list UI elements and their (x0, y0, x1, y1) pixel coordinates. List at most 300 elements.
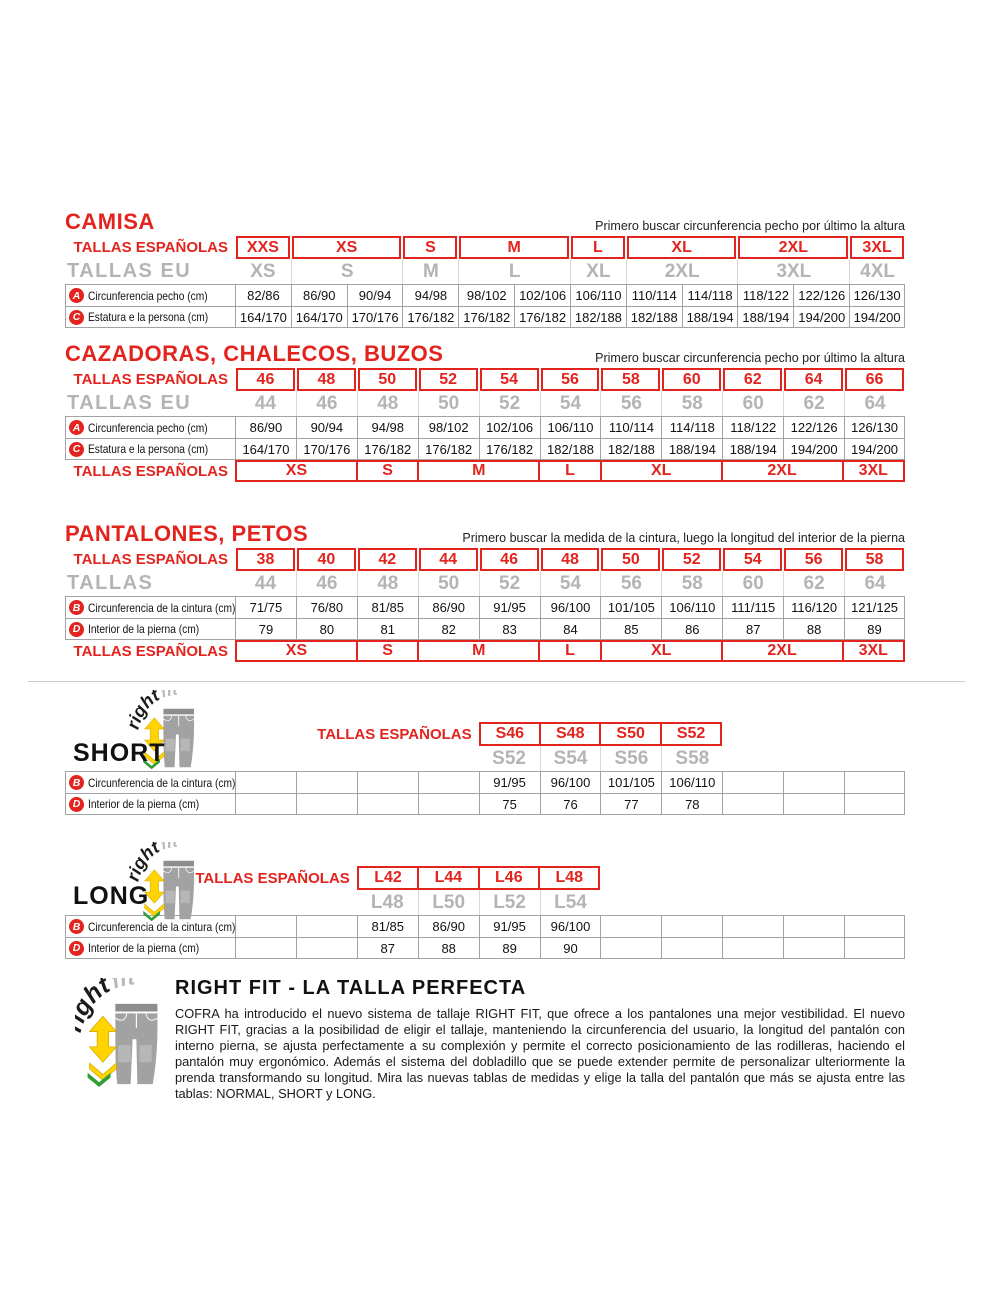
fit-size-value: S48 (541, 724, 601, 744)
es-size-value: XL (602, 642, 723, 660)
value-cell: 89 (844, 618, 905, 640)
value-cell: 176/182 (357, 438, 418, 460)
row-icon-d: D (69, 622, 84, 637)
value-cell: 182/188 (540, 438, 601, 460)
row-label-text: Circunferencia de la cintura (cm) (88, 919, 235, 934)
value-cell: 118/122 (737, 284, 793, 306)
eu-size-cell: 54 (540, 571, 601, 596)
es-size-value: 48 (541, 548, 600, 571)
es-size-cell (357, 368, 418, 391)
value-cell: 116/120 (783, 596, 844, 618)
value-cell: 114/118 (661, 416, 722, 438)
es-size-value: 58 (845, 548, 904, 571)
row-label-text: Interior de la pierna (cm) (88, 622, 200, 636)
value-cell (722, 937, 783, 959)
value-cell: 106/110 (570, 284, 626, 306)
value-cell (783, 937, 844, 959)
eu-size-cell: 48 (357, 571, 418, 596)
es-sizes-label: TALLAS ESPAÑOLAS (73, 462, 228, 480)
row-label-text: Estatura e la persona (cm) (88, 310, 209, 324)
section-cazadoras (65, 343, 905, 482)
value-cell: 91/95 (479, 915, 540, 937)
value-cell: 170/176 (347, 306, 403, 328)
es-size-value: XS (237, 462, 358, 480)
row-label (65, 438, 235, 460)
section-pantalones (65, 523, 905, 662)
value-cell (844, 793, 905, 815)
fit-eu-size: L52 (479, 890, 540, 915)
value-cell: 84 (540, 618, 601, 640)
row-icon-b: B (69, 919, 84, 934)
es-size-value: XL (627, 236, 737, 259)
value-cell: 89 (479, 937, 540, 959)
es-size-value: 46 (236, 368, 295, 391)
value-cell (235, 915, 296, 937)
es-size-cell (291, 236, 403, 259)
row-icon-d: D (69, 797, 84, 812)
es-size-cell (418, 368, 479, 391)
value-cell: 79 (235, 618, 296, 640)
value-cell: 182/188 (626, 306, 682, 328)
row-label-text: Circunferencia de la cintura (cm) (88, 600, 235, 615)
fit-size-value: L48 (555, 869, 584, 886)
es-size-value: 42 (358, 548, 417, 571)
value-cell: 96/100 (540, 596, 601, 618)
rightfit-logo-icon (75, 978, 171, 1088)
value-cell (722, 771, 783, 793)
es-sizes-label: TALLAS ESPAÑOLAS (195, 869, 350, 887)
value-cell: 88 (418, 937, 479, 959)
section-header (65, 523, 905, 547)
es-size-cell (235, 368, 296, 391)
eu-size-cell: 64 (844, 571, 905, 596)
value-cell: 87 (722, 618, 783, 640)
camisa-note: Primero buscar circunferencia pecho por último la altura (595, 219, 905, 233)
es-size-cell (458, 236, 570, 259)
value-cell (844, 915, 905, 937)
eu-size-cell: 46 (296, 571, 357, 596)
value-cell: 188/194 (737, 306, 793, 328)
value-cell: 90 (540, 937, 601, 959)
value-cell: 85 (600, 618, 661, 640)
eu-sizes-label: TALLAS (67, 572, 154, 594)
value-cell (844, 771, 905, 793)
section-header (65, 343, 905, 367)
value-cell: 114/118 (682, 284, 738, 306)
value-cell: 176/182 (458, 306, 514, 328)
value-cell: 122/126 (793, 284, 849, 306)
es-size-cell (570, 236, 626, 259)
value-cell: 122/126 (783, 416, 844, 438)
es-size-cell (600, 368, 661, 391)
es-size-value: 60 (662, 368, 721, 391)
value-cell (722, 793, 783, 815)
section-divider (28, 681, 965, 682)
eu-size-cell: 64 (844, 391, 905, 416)
eu-size-cell: 46 (296, 391, 357, 416)
value-cell: 96/100 (540, 915, 601, 937)
es-size-cell (844, 368, 905, 391)
value-cell (235, 937, 296, 959)
value-cell: 164/170 (235, 306, 291, 328)
row-label (65, 937, 235, 959)
value-cell: 106/110 (540, 416, 601, 438)
es-size-value: 46 (480, 548, 539, 571)
value-cell (418, 771, 479, 793)
value-cell (600, 937, 661, 959)
value-cell: 176/182 (514, 306, 570, 328)
es-size-value: 3XL (858, 642, 888, 659)
es-size-value: XL (602, 462, 723, 480)
value-cell: 118/122 (722, 416, 783, 438)
row-label-text: Estatura e la persona (cm) (88, 442, 209, 456)
value-cell: 77 (600, 793, 661, 815)
es-size-value: XS (292, 236, 402, 259)
value-cell: 176/182 (402, 306, 458, 328)
es-size-cell (849, 236, 905, 259)
es-size-value: 56 (784, 548, 843, 571)
value-cell (783, 915, 844, 937)
value-cell: 102/106 (514, 284, 570, 306)
value-cell: 188/194 (661, 438, 722, 460)
value-cell: 182/188 (570, 306, 626, 328)
value-cell: 75 (479, 793, 540, 815)
value-cell: 87 (357, 937, 418, 959)
value-cell: 164/170 (235, 438, 296, 460)
fit-eu-size: L48 (370, 891, 404, 913)
es-size-cell (540, 368, 601, 391)
fit-size-value: S50 (601, 724, 661, 744)
value-cell: 91/95 (479, 771, 540, 793)
eu-size-cell: 60 (722, 571, 783, 596)
fit-eu-size: S58 (661, 746, 722, 771)
row-label (65, 306, 235, 328)
eu-size-cell: 56 (600, 391, 661, 416)
es-size-cell (479, 548, 540, 571)
value-cell (844, 937, 905, 959)
value-cell (357, 793, 418, 815)
value-cell: 176/182 (418, 438, 479, 460)
es-size-value: 62 (723, 368, 782, 391)
es-bottom-strip (235, 640, 905, 662)
es-size-value: 66 (845, 368, 904, 391)
es-size-cell (783, 368, 844, 391)
value-cell (783, 793, 844, 815)
fit-eu-size: S52 (492, 747, 526, 769)
es-size-cell (540, 548, 601, 571)
value-cell: 164/170 (291, 306, 347, 328)
value-cell: 86/90 (418, 596, 479, 618)
pantalones-title: PANTALONES, PETOS (65, 521, 309, 546)
es-size-value: L (540, 462, 601, 480)
es-size-value: L (540, 642, 601, 660)
section-rightfit (75, 974, 905, 1102)
eu-sizes-label: TALLAS EU (67, 260, 192, 282)
es-size-cell (661, 368, 722, 391)
section-header (65, 211, 905, 235)
value-cell: 88 (783, 618, 844, 640)
value-cell: 98/102 (458, 284, 514, 306)
es-size-value: L (571, 236, 625, 259)
eu-size-cell: 2XL (626, 259, 738, 284)
value-cell: 98/102 (418, 416, 479, 438)
eu-size-cell: 50 (418, 571, 479, 596)
cazadoras-title: CAZADORAS, CHALECOS, BUZOS (65, 341, 444, 366)
fit-eu-size: L54 (540, 890, 601, 915)
value-cell: 76 (540, 793, 601, 815)
fit-sizes-strip (479, 722, 723, 746)
fit-size-value: L42 (359, 868, 419, 888)
eu-size-cell: 48 (357, 391, 418, 416)
es-size-value: 2XL (723, 462, 844, 480)
es-size-value: S (358, 642, 419, 660)
es-size-value: 50 (358, 368, 417, 391)
value-cell: 78 (661, 793, 722, 815)
rightfit-text-block (175, 974, 905, 1102)
value-cell: 81/85 (357, 596, 418, 618)
eu-size-cell: M (402, 259, 458, 284)
es-bottom-strip (235, 460, 905, 482)
value-cell: 90/94 (296, 416, 357, 438)
camisa-size-table (65, 236, 905, 328)
value-cell: 194/200 (793, 306, 849, 328)
row-icon-c: C (69, 310, 84, 325)
value-cell: 170/176 (296, 438, 357, 460)
eu-size-cell: XS (250, 260, 276, 282)
value-cell: 94/98 (402, 284, 458, 306)
value-cell (296, 937, 357, 959)
value-cell: 121/125 (844, 596, 905, 618)
es-size-value: M (419, 642, 540, 660)
value-cell: 83 (479, 618, 540, 640)
es-size-cell (357, 548, 418, 571)
value-cell: 71/75 (235, 596, 296, 618)
eu-size-cell: 3XL (737, 259, 849, 284)
es-size-value: 52 (419, 368, 478, 391)
row-label-text: Circunferencia pecho (cm) (88, 288, 208, 303)
es-size-value: 64 (784, 368, 843, 391)
eu-size-cell: 52 (479, 391, 540, 416)
value-cell: 176/182 (479, 438, 540, 460)
row-label (65, 416, 235, 438)
value-cell: 194/200 (844, 438, 905, 460)
eu-size-cell: 50 (418, 391, 479, 416)
es-size-cell (722, 368, 783, 391)
value-cell: 110/114 (626, 284, 682, 306)
value-cell: 126/130 (849, 284, 905, 306)
es-size-cell (402, 236, 458, 259)
es-size-value: XXS (236, 236, 290, 259)
es-size-cell (235, 236, 291, 259)
value-cell: 101/105 (600, 771, 661, 793)
es-size-value: 44 (419, 548, 478, 571)
es-size-cell (661, 548, 722, 571)
value-cell: 81/85 (357, 915, 418, 937)
es-size-value: 56 (541, 368, 600, 391)
eu-size-cell: 60 (722, 391, 783, 416)
eu-size-cell: XL (570, 259, 626, 284)
es-size-cell (600, 548, 661, 571)
row-icon-b: B (69, 600, 84, 615)
short-title: SHORT (73, 739, 166, 767)
es-size-cell (235, 548, 296, 571)
es-size-value: 3XL (858, 462, 888, 479)
es-size-cell (626, 236, 738, 259)
es-size-cell (783, 548, 844, 571)
rightfit-paragraph: COFRA ha introducido el nuevo sistema de tallaje RIGHT FIT, que ofrece a los pantalones una mejor vestibilidad. El nuevo RIGHT FIT, gracias a la posibilidad de eligir el tallaje, manteniendo la circunferencia del usuario, la longitud del pantalón con interno pierna, se ajusta perfectamente a su complexión y permite el correcto posicionamiento de las rodilleras, haciendo el pantalón muy ergonómico. Además el sistema del dobladillo que se puede extender permite de personalizar ulteriormente la prenda transformando su longitud. Mira las nuevas tablas de medidas y elige la talla del pantalón que más se ajusta entre las tablas: NORMAL, SHORT y LONG. (175, 1006, 905, 1101)
fit-eu-size: L50 (418, 890, 479, 915)
row-label (65, 618, 235, 640)
es-size-value: S (403, 236, 457, 259)
es-size-value: M (459, 236, 569, 259)
row-icon-c: C (69, 442, 84, 457)
row-label (65, 793, 235, 815)
eu-size-cell: 4XL (849, 259, 905, 284)
fit-size-value: S46 (481, 724, 541, 744)
value-cell (722, 915, 783, 937)
value-cell: 188/194 (682, 306, 738, 328)
spacer (600, 866, 905, 890)
value-cell (357, 771, 418, 793)
row-icon-a: A (69, 288, 84, 303)
value-cell: 111/115 (722, 596, 783, 618)
value-cell: 80 (296, 618, 357, 640)
value-cell: 182/188 (600, 438, 661, 460)
fit-eu-size: S56 (600, 746, 661, 771)
es-size-value: 58 (601, 368, 660, 391)
value-cell: 86/90 (418, 915, 479, 937)
row-label (65, 284, 235, 306)
eu-sizes-label: TALLAS EU (67, 392, 192, 414)
eu-size-cell: 58 (661, 571, 722, 596)
value-cell: 106/110 (661, 771, 722, 793)
es-size-value: 2XL (738, 236, 848, 259)
section-camisa (65, 211, 905, 328)
cazadoras-note: Primero buscar circunferencia pecho por último la altura (595, 351, 905, 365)
value-cell (661, 915, 722, 937)
value-cell (783, 771, 844, 793)
value-cell (296, 915, 357, 937)
row-label-text: Circunferencia de la cintura (cm) (88, 775, 235, 790)
eu-size-cell: 54 (540, 391, 601, 416)
value-cell: 82/86 (235, 284, 291, 306)
es-sizes-label: TALLAS ESPAÑOLAS (73, 239, 228, 256)
es-size-value: 3XL (850, 236, 904, 259)
value-cell: 86 (661, 618, 722, 640)
value-cell (296, 793, 357, 815)
value-cell: 86/90 (291, 284, 347, 306)
eu-size-cell: L (458, 259, 570, 284)
es-size-value: 52 (662, 548, 721, 571)
es-sizes-label: TALLAS ESPAÑOLAS (73, 371, 228, 388)
es-size-value: M (419, 462, 540, 480)
es-size-value: 2XL (723, 642, 844, 660)
value-cell (296, 771, 357, 793)
eu-size-cell: 44 (254, 392, 277, 414)
spacer (722, 746, 905, 771)
spacer (600, 890, 905, 915)
es-size-cell (418, 548, 479, 571)
value-cell: 102/106 (479, 416, 540, 438)
eu-size-cell: 56 (600, 571, 661, 596)
fit-sizes-strip (357, 866, 601, 890)
fit-size-value: L46 (480, 868, 540, 888)
eu-size-cell: 52 (479, 571, 540, 596)
eu-size-cell: 62 (783, 391, 844, 416)
value-cell: 94/98 (357, 416, 418, 438)
camisa-title: CAMISA (65, 209, 155, 234)
row-icon-b: B (69, 775, 84, 790)
eu-size-cell: 62 (783, 571, 844, 596)
value-cell: 194/200 (849, 306, 905, 328)
value-cell: 81 (357, 618, 418, 640)
es-size-value: XS (237, 642, 358, 660)
es-size-value: 54 (723, 548, 782, 571)
es-size-cell (479, 368, 540, 391)
es-size-value: 50 (601, 548, 660, 571)
es-size-cell (296, 368, 357, 391)
value-cell (235, 793, 296, 815)
row-label (65, 771, 235, 793)
value-cell: 96/100 (540, 771, 601, 793)
value-cell: 90/94 (347, 284, 403, 306)
value-cell: 76/80 (296, 596, 357, 618)
eu-size-cell: 58 (661, 391, 722, 416)
rightfit-heading: RIGHT FIT - LA TALLA PERFECTA (175, 977, 527, 999)
row-label (65, 596, 235, 618)
es-size-cell (296, 548, 357, 571)
es-size-value: 54 (480, 368, 539, 391)
es-size-cell (722, 548, 783, 571)
value-cell: 82 (418, 618, 479, 640)
pantalones-note: Primero buscar la medida de la cintura, luego la longitud del interior de la pierna (462, 531, 905, 545)
es-size-value: 40 (297, 548, 356, 571)
value-cell (418, 793, 479, 815)
value-cell: 106/110 (661, 596, 722, 618)
value-cell: 188/194 (722, 438, 783, 460)
eu-size-cell: S (291, 259, 403, 284)
fit-size-value: S52 (676, 725, 706, 742)
es-size-cell (844, 548, 905, 571)
value-cell (661, 937, 722, 959)
section-short (65, 692, 905, 822)
row-icon-a: A (69, 420, 84, 435)
long-title: LONG (73, 882, 150, 910)
es-size-value: S (358, 462, 419, 480)
row-label-text: Interior de la pierna (cm) (88, 941, 200, 955)
value-cell (235, 771, 296, 793)
eu-size-cell: 44 (254, 572, 277, 594)
value-cell: 86/90 (235, 416, 296, 438)
es-size-value: 38 (236, 548, 295, 571)
pantalones-size-table (65, 548, 905, 662)
value-cell: 194/200 (783, 438, 844, 460)
row-label-text: Interior de la pierna (cm) (88, 797, 200, 811)
es-sizes-label: TALLAS ESPAÑOLAS (73, 551, 228, 568)
cazadoras-size-table (65, 368, 905, 482)
spacer (722, 722, 905, 746)
es-sizes-label: TALLAS ESPAÑOLAS (317, 725, 472, 743)
fit-eu-size: S54 (540, 746, 601, 771)
value-cell: 110/114 (600, 416, 661, 438)
row-label-text: Circunferencia pecho (cm) (88, 420, 208, 435)
row-icon-d: D (69, 941, 84, 956)
value-cell: 101/105 (600, 596, 661, 618)
value-cell: 126/130 (844, 416, 905, 438)
section-long (65, 852, 905, 967)
es-sizes-label: TALLAS ESPAÑOLAS (73, 642, 228, 660)
value-cell: 91/95 (479, 596, 540, 618)
